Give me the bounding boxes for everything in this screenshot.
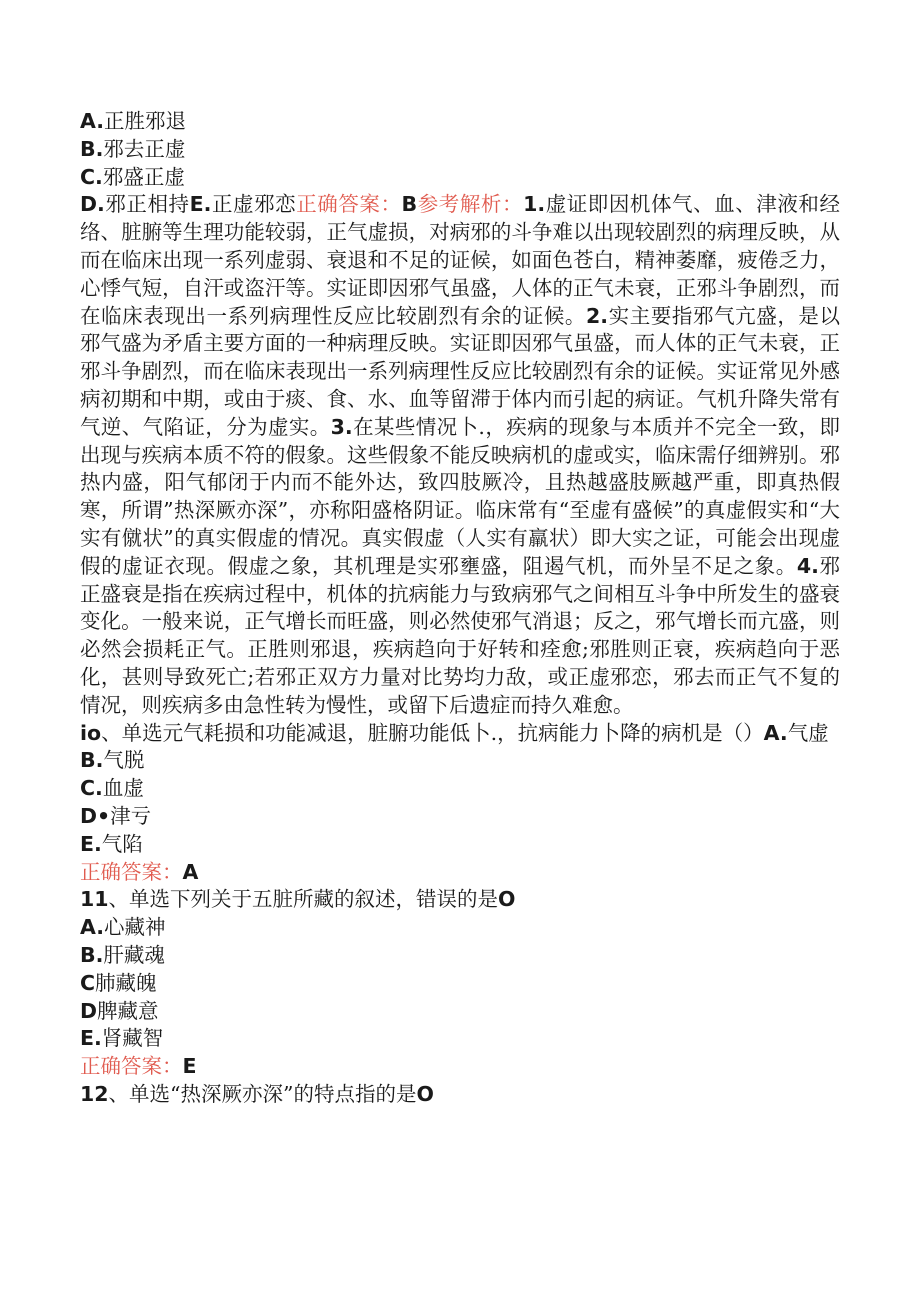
analysis-number: 4.	[796, 553, 819, 578]
option-letter: C.	[80, 776, 103, 801]
analysis-text: 虚证即因机体气、血、津液和经络、脏腑等生理功能较弱，正气虚损，对病邪的斗争难以出现较剧烈的病理反映，从而在临床出现一系列虚弱、衰退和不足的证候，如面色苍白，精神萎靡，疲倦乏力，心悸气短，自汗或盗汗等。实证即因邪气虽盛，人体的正气未衰，正邪斗争剧烈，而在临床表现出一系列病理性反应比较剧烈有余的证候。	[80, 192, 840, 328]
q11-option-d	[80, 998, 840, 1026]
document-content	[80, 108, 840, 1109]
q9-option-a	[80, 108, 840, 136]
option-text: 肝藏魂	[103, 942, 165, 967]
option-letter: A.	[80, 915, 105, 940]
answer-label: 正确答案：	[80, 1054, 183, 1079]
q10-option-c	[80, 775, 840, 803]
analysis-label: 参考解析：	[417, 192, 524, 217]
option-text: 气脱	[103, 748, 145, 773]
analysis-number: 2.	[586, 303, 609, 328]
q11-stem	[80, 886, 840, 914]
option-text: 肺藏魄	[95, 970, 157, 995]
option-text: 气陷	[101, 831, 143, 856]
q11-option-e	[80, 1025, 840, 1053]
question-text: 、单选下列关于五脏所藏的叙述，错误的是	[108, 887, 499, 912]
question-tail: O	[416, 1081, 434, 1106]
answer-value: B	[401, 192, 418, 217]
option-letter: B.	[80, 748, 104, 773]
option-text: 津亏	[110, 803, 152, 828]
option-letter: E.	[189, 192, 212, 217]
option-letter: A.	[763, 720, 788, 745]
q9-option-c	[80, 164, 840, 192]
option-letter: C	[80, 970, 96, 995]
option-text: 正胜邪退	[104, 109, 187, 133]
option-letter: A.	[80, 109, 105, 133]
analysis-number: 1.	[523, 192, 546, 217]
question-number: 11	[80, 887, 109, 912]
option-letter: C.	[80, 164, 103, 189]
answer-label: 正确答案：	[80, 859, 183, 884]
question-number: io	[80, 720, 102, 745]
q9-option-b	[80, 136, 840, 164]
q9-option-d-e-answer-analysis	[80, 191, 840, 719]
q12-stem	[80, 1081, 840, 1109]
option-text: 气虚	[787, 720, 829, 745]
analysis-text: 实主要指邪气亢盛，是以邪气盛为矛盾主要方面的一种病理反映。实证即因邪气虽盛，而人体的正气未衰，正邪斗争剧烈，而在临床表现出一系列病理性反应比较剧烈有余的证候。实证常见外感病初期和中期，或由于痰、食、水、血等留滞于体内而引起的病证。气机升降失常有气逆、气陷证，分为虚实。	[80, 303, 841, 439]
option-text: 肾藏智	[101, 1026, 164, 1051]
answer-value: E	[182, 1054, 197, 1079]
q10-option-b	[80, 747, 840, 775]
question-text: 、单选“热深厥亦深”的特点指的是	[108, 1081, 417, 1106]
q10-answer	[80, 859, 840, 887]
q10-stem	[80, 720, 840, 748]
option-text: 血虚	[102, 776, 144, 801]
option-text: 邪盛正虚	[102, 164, 185, 189]
option-letter: B.	[80, 136, 104, 161]
option-letter: B.	[80, 942, 104, 967]
analysis-text: 邪正盛衰是指在疾病过程中，机体的抗病能力与致病邪气之间相互斗争中所发生的盛衰变化。一般来说，正气增长而旺盛，则必然使邪气消退；反之，邪气增长而亢盛，则必然会损耗正气。正胜则邪退，疾病趋向于好转和痊愈;邪胜则正衰，疾病趋向于恶化，甚则导致死亡;若邪正双方力量对比势均力敌，或正虚邪恋，邪去而正气不复的情况，则疾病多由急性转为慢性，或留下后遗症而持久难愈。	[80, 553, 841, 717]
q10-option-d	[80, 803, 840, 831]
analysis-number: 3.	[330, 414, 353, 439]
answer-value: A	[182, 859, 199, 884]
option-letter: D	[80, 998, 98, 1023]
option-letter: D•	[80, 803, 111, 828]
question-number: 12	[80, 1081, 109, 1106]
option-text: 邪正相持	[104, 192, 190, 217]
question-tail: O	[498, 887, 516, 912]
option-letter: E.	[80, 831, 102, 856]
option-text: 邪去正虚	[103, 136, 186, 161]
q10-option-e	[80, 831, 840, 859]
option-text: 心藏神	[104, 915, 166, 940]
q11-option-b	[80, 942, 840, 970]
option-text: 正虚邪恋	[211, 192, 297, 217]
question-text: 、单选元气耗损和功能减退，脏腑功能低卜.，抗病能力卜降的病机是（）	[101, 720, 764, 745]
answer-label: 正确答案：	[296, 192, 402, 217]
option-text: 脾藏意	[97, 998, 159, 1023]
analysis-text: 在某些情况卜.，疾病的现象与本质并不完全一致，即出现与疾病本质不符的假象。这些假象不能反映病机的虚或实，临床需仔细辨别。邪热内盛，阳气郁闭于内而不能外达，致四肢厥冷，且热越盛肢厥越严重，即真热假寒，所谓”热深厥亦深”，亦称阳盛格阴证。临床常有“至虚有盛候”的真虚假实和“大实有僦状”的真实假虚的情况。真实假虚（人实有羸状）即大实之证，可能会出现虚假的虚证衣现。假虚之象，其机理是实邪壅盛，阻遏气机，而外呈不足之象。	[80, 414, 840, 578]
option-letter: E.	[80, 1026, 102, 1051]
option-letter: D.	[80, 192, 105, 217]
q11-option-c	[80, 970, 840, 998]
q11-answer	[80, 1053, 840, 1081]
q11-option-a	[80, 914, 840, 942]
